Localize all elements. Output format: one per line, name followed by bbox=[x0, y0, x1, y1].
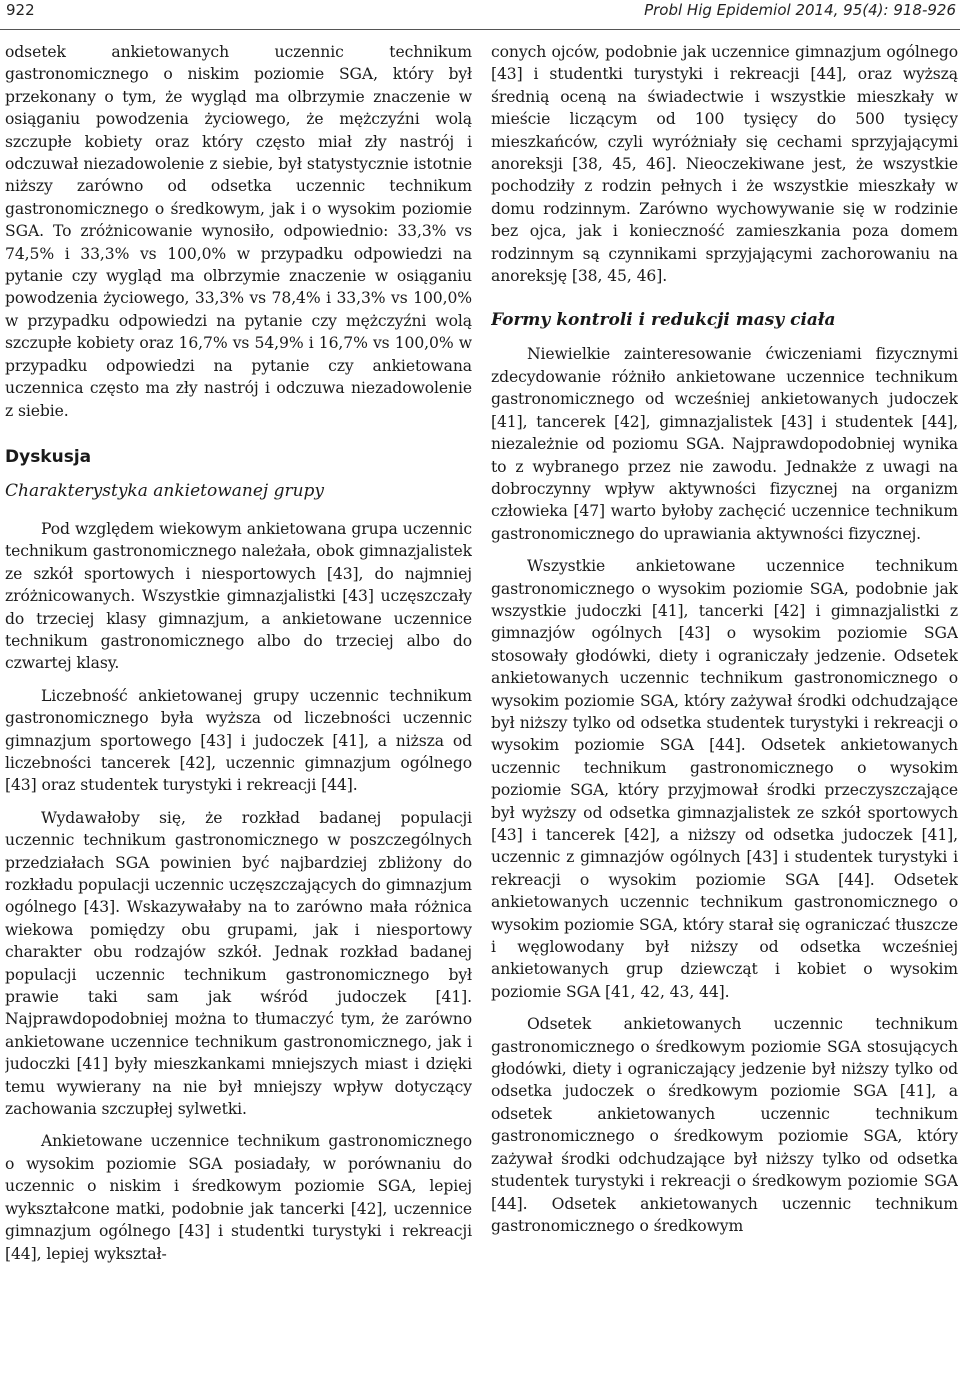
section-heading: Dyskusja bbox=[5, 446, 92, 467]
paragraph: Wydawałoby się, że rozkład badanej populacji uczennic technikum gastronomicznego w poszczególnych przedziałach SGA powinien być najbardziej zbliżony do rozkładu populacji uczennic uczęszczających do gimnazjum ogólnego [43]. Wskazywałaby na to zarówno mała różnica wiekowa pomiędzy obu grupami, jak i niesportowy charakter obu rodzajów szkół. Jednak rozkład badanej populacji uczennic technikum gastronomicznego był prawie taki sam jak wśród judoczek [41]. Najprawdopodobniej można to tłumaczyć tym, że zarówno ankietowane uczennice technikum gastronomicznego, jak i judoczki [41] były mieszkankami mniejszych miast i dzięki temu wywierany na nie był mniejszy wpływ dotyczący zachowania szczupłej sylwetki. bbox=[5, 808, 472, 1119]
paragraph: Pod względem wiekowym ankietowana grupa uczennic technikum gastronomicznego należała, obok gimnazjalistek ze szkół sportowych i niesportowych [43], do najmniej zróżnicowanych. Wszystkie gimnazjalistki [43] uczęszczały do trzeciej klasy gimnazjum, a ankietowane uczennice technikum gastronomicznego albo do trzeciej albo do czwartej klasy. bbox=[5, 519, 472, 673]
right-column bbox=[491, 41, 958, 1391]
paragraph: Niewielkie zainteresowanie ćwiczeniami fizycznymi zdecydowanie różniło ankietowane uczennice technikum gastronomicznego od wcześniej ankietowanych judoczek [41], tancerek [42], gimnazjalistek [43] i studentek [44], niezależnie od poziomu SGA. Najprawdopodobniej wynika to z wybranego przez nie zawodu. Jednakże z uwagi na dobroczynny wpływ aktywności fizycznej na organizm człowieka [47] warto byłoby zachęcić uczennice technikum gastronomicznego do uprawiania aktywności fizycznej. bbox=[491, 345, 958, 543]
paragraph: odsetek ankietowanych uczennic technikum gastronomicznego o niskim poziomie SGA, który był przekonany o tym, że wygląd ma olbrzymie znaczenie w osiąganiu powodzenia życiowego, że mężczyźni wolą szczupłe kobiety oraz który często miał zły nastrój i odczuwał niezadowolenie z siebie, był statystycznie istotnie niższy zarówno od odsetka uczennic technikum gastronomicznego o średkowym, jak i o wysokim poziomie SGA. To zróżnicowanie wynosiło, odpowiednio: 33,3% vs 74,5% i 33,3% vs 100,0% w przypadku odpowiedzi na pytanie czy wygląd ma olbrzymie znaczenie w osiąganiu powodzenia życiowego, 33,3% vs 78,4% i 33,3% vs 100,0% w przypadku odpowiedzi na pytanie czy mężczyźni wolą szczupłe kobiety oraz 16,7% vs 54,9% i 16,7% vs 100,0% w przypadku odpowiedzi na pytanie czy ankietowana uczennica często ma zły nastrój i odczuwa niezadowolenie z siebie. bbox=[5, 43, 472, 420]
header-rule bbox=[0, 29, 960, 30]
journal-citation: Probl Hig Epidemiol 2014, 95(4): 918-926 bbox=[644, 1, 956, 19]
paragraph: Odsetek ankietowanych uczennic technikum gastronomicznego o średkowym poziomie SGA stosujących głodówki, diety i ograniczający jedzenie był niższy tylko od odsetka judoczek o średkowym poziomie SGA [41], a odsetek ankietowanych uczennic technikum gastronomicznego o średkowym poziomie SGA, który zażywał środki odchudzające był niższy tylko od odsetka studentek turystyki i rekreacji o średkowym poziomie SGA [44]. Odsetek ankietowanych uczennic technikum gastronomicznego o średkowym bbox=[491, 1015, 958, 1235]
page-header bbox=[0, 0, 960, 24]
subsection-heading: Charakterystyka ankietowanej grupy bbox=[5, 480, 325, 501]
page-number: 922 bbox=[6, 1, 35, 19]
paragraph: Liczebność ankietowanej grupy uczennic technikum gastronomicznego była wyższa od liczebności uczennic gimnazjum sportowego [43] i judoczek [41], a niższa od liczebności tancerek [42], uczennic gimnazjum ogólnego [43] oraz studentek turystyki i rekreacji [44]. bbox=[5, 686, 472, 795]
paragraph: conych ojców, podobnie jak uczennice gimnazjum ogólnego [43] i studentki turystyki i rekreacji [44], oraz wyższą średnią oceną na świadectwie i wszystkie mieszkały w mieście liczącym od 100 tysięcy do 500 tysięcy mieszkańców, czyli wyróżniały się cechami sprzyjającymi anoreksji [38, 45, 46]. Nieoczekiwane jest, że wszystkie pochodziły z rodzin pełnych i że wszystkie mieszkały w domu rodzinnym. Zarówno wychowywanie się w rodzinie bez ojca, jak i konieczność zamieszkania poza domem rodzinnym są czynnikami sprzyjającymi zachorowaniu na anoreksję [38, 45, 46]. bbox=[491, 43, 958, 286]
left-column bbox=[5, 41, 472, 1391]
paragraph: Ankietowane uczennice technikum gastronomicznego o wysokim poziomie SGA posiadały, w porównaniu do uczennic o niskim i średkowym poziomie SGA, lepiej wykształcone matki, podobnie jak tancerki [42], uczennice gimnazjum ogólnego [43] i studentki turystyki i rekreacji [44], lepiej wykształ- bbox=[5, 1132, 472, 1263]
paragraph: Wszystkie ankietowane uczennice technikum gastronomicznego o wysokim poziomie SGA, podobnie jak wszystkie judoczki [41], tancerki [42] i gimnazjalistki z gimnazjów ogólnych [43] o wysokim poziomie SGA stosowały głodówki, diety i ograniczały jedzenie. Odsetek ankietowanych uczennic technikum gastronomicznego o wysokim poziomie SGA, który zażywał środki odchudzające był niższy tylko od odsetka studentek turystyki i rekreacji o wysokim poziomie SGA [44]. Odsetek ankietowanych uczennic technikum gastronomicznego o wysokim poziomie SGA, który przyjmował środki przeczyszczające był wyższy od odsetka gimnazjalistek ze szkół sportowych [43] i tancerek [42], a niższy od odsetka judoczek [41], uczennic z gimnazjów ogólnych [43] i studentek turystyki i rekreacji o wysokim poziomie SGA [44]. Odsetek ankietowanych uczennic technikum gastronomicznego o wysokim poziomie SGA, który starał się ograniczać tłuszcze i węglowodany był niższy od odsetka wcześniej ankietowanych grup dziewcząt i kobiet o wysokim poziomie SGA [41, 42, 43, 44]. bbox=[491, 557, 958, 1001]
subsection-heading: Formy kontroli i redukcji masy ciała bbox=[491, 310, 836, 331]
